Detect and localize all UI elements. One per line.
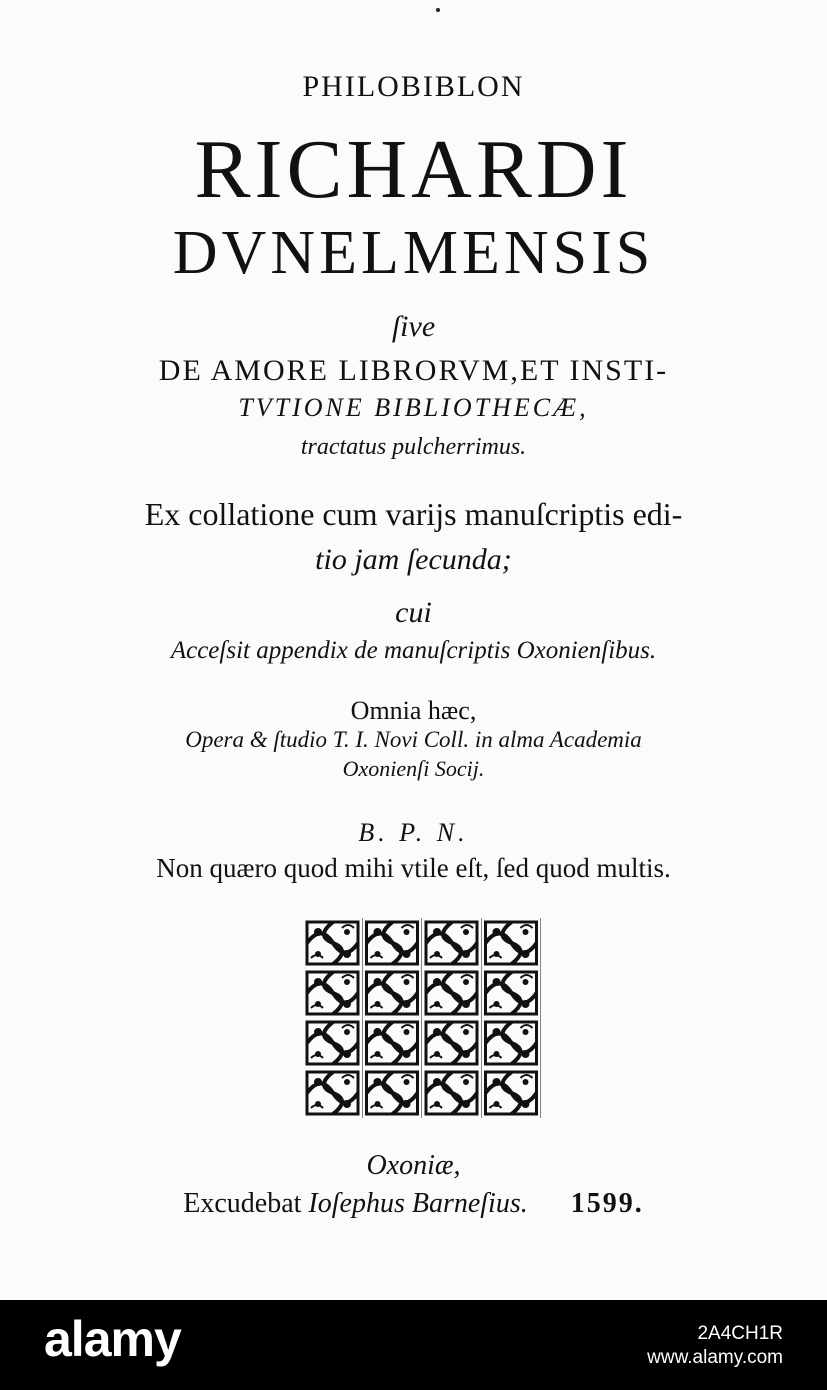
watermark-text [647, 1322, 783, 1370]
opera-line: Opera & ſtudio T. I. Novi Coll. in alma Academia [185, 727, 642, 752]
subtitle-sive: ſive [391, 310, 436, 343]
socij-line: Oxonienſi Socij. [342, 756, 485, 781]
initials-line: B. P. N. [358, 818, 469, 847]
motto-line: Non quæro quod mihi vtile eſt, ſed quod multis. [156, 853, 671, 883]
edition-line-2: tio jam ſecunda; [315, 543, 512, 576]
ink-dot [436, 8, 440, 12]
watermark-bar [0, 1300, 827, 1390]
site-url: www.alamy.com [647, 1346, 783, 1368]
title-philobiblon: PHILOBIBLON [302, 70, 525, 103]
imprint-year: 1599. [570, 1188, 644, 1219]
imprint-prefix: Excudebat [183, 1188, 302, 1219]
edition-line-1: Ex collatione cum varijs manuſcriptis edi- [144, 496, 683, 532]
subtitle-tractatus: tractatus pulcherrimus. [300, 434, 527, 460]
image-id: 2A4CH1R [697, 1323, 783, 1344]
imprint-place: Oxoniæ, [366, 1150, 461, 1181]
appendix-line: Acceſsit appendix de manuſcriptis Oxonienſibus. [170, 637, 657, 664]
title-dunelmensis: DVNELMENSIS [172, 219, 655, 287]
printers-ornament-icon [303, 918, 541, 1118]
subtitle-institutione: TVTIONE BIBLIOTHECÆ, [238, 393, 589, 422]
omnia-line: Omnia hæc, [350, 696, 477, 725]
subtitle-de-amore: DE AMORE LIBRORVM,ET INSTI- [158, 354, 669, 387]
imprint-printer: Ioſephus Barneſius. [308, 1188, 528, 1219]
title-richardi: RICHARDI [194, 123, 633, 216]
alamy-logo: alamy [44, 1311, 181, 1367]
cui-line: cui [395, 596, 432, 629]
imprint-line [0, 1190, 827, 1218]
